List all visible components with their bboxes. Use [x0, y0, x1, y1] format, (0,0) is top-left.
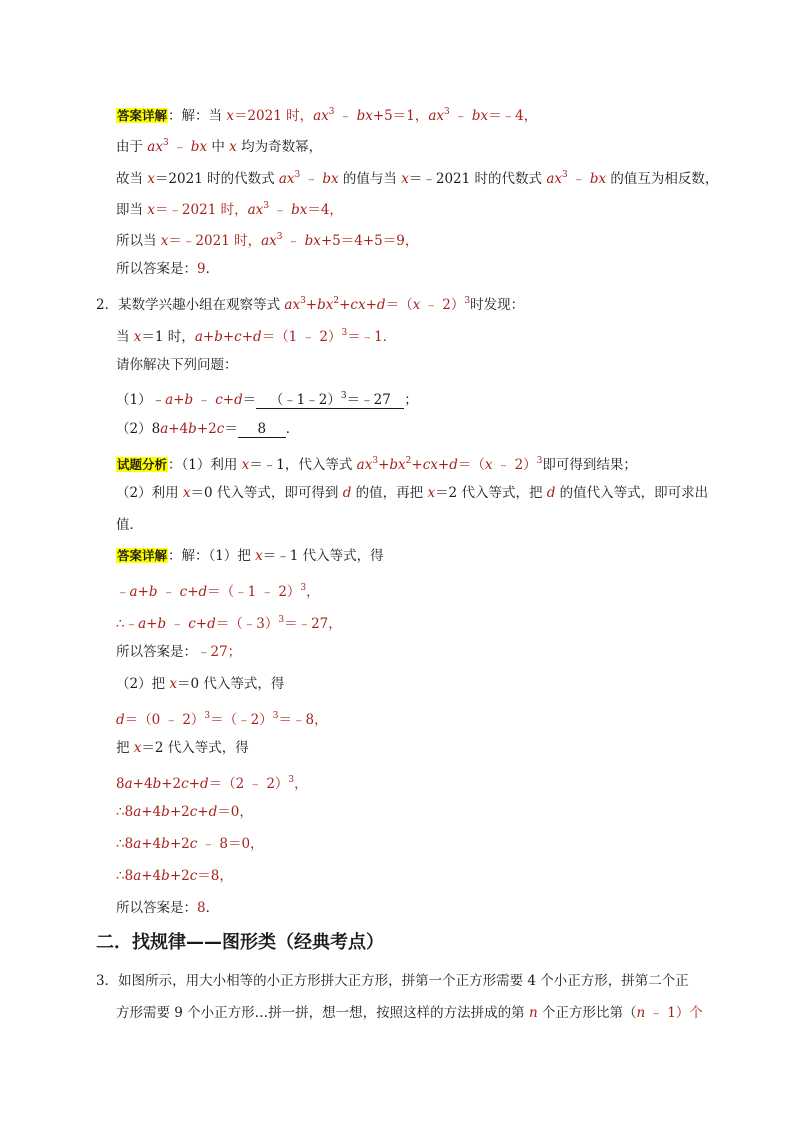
q1-answer-line-3: 故当 x＝2021 时的代数式 $ax^3$ ﹣ bx 的值与当 x＝﹣2021 时的代数式 $ax^3$ ﹣ bx 的值互为相反数， — [116, 170, 719, 187]
q2-analysis-line-1: 试题分析：（1）利用 x＝﹣1，代入等式 $ax^3+bx^2+cx+d=(x$ ﹣ 2）$^3$即可得到结果； — [117, 456, 637, 473]
q2-solution-line-10: ∴8a+4b+2c ﹣ 8＝0， — [116, 836, 264, 852]
q2-solution-line-1: 答案详解：解：（1）把 x＝﹣1 代入等式，得 — [117, 548, 384, 564]
answer-detail-tag: 答案详解 — [117, 108, 168, 123]
q2-solution-line-8: 8a+4b+2c+d＝（2 ﹣ 2）$^3$， — [116, 775, 308, 792]
q2-part-1: （1）﹣a+b ﹣ c+d＝ （﹣1﹣2）$^3$＝﹣27 ； — [116, 388, 418, 409]
q3-stem-line-1: 3．如图所示，用大小相等的小正方形拼大正方形，拼第一个正方形需要 4 个小正方形，拼第二个正 — [96, 973, 689, 989]
q2-solution-line-4: 所以答案是：﹣27； — [116, 644, 242, 660]
q1-answer-line-2: 由于 $ax^3$ ﹣ bx 中 x 均为奇数幂， — [116, 138, 323, 155]
q3-stem-line-2: 方形需要 9 个小正方形…拼一拼，想一想，按照这样的方法拼成的第 n 个正方形比第（n ﹣ 1）个 — [116, 1005, 703, 1021]
answer-detail-tag: 答案详解 — [117, 548, 168, 563]
q2-solution-line-12: 所以答案是：8． — [116, 900, 220, 916]
q2-part-2-answer: 8 — [238, 421, 286, 438]
q2-analysis-line-3: 值． — [116, 517, 143, 533]
q2-solution-line-2: ﹣a+b ﹣ c+d＝（﹣1 ﹣ 2）$^3$， — [116, 583, 320, 600]
q2-solution-line-3: ∴﹣a+b ﹣ c+d＝（﹣3）$^3$＝﹣27， — [116, 615, 342, 632]
q2-solution-line-5: （2）把 x＝0 代入等式，得 — [116, 676, 285, 692]
q1-answer-line-4: 即当 x＝﹣2021 时，$ax^3$ ﹣ bx＝4， — [116, 201, 343, 218]
q2-part-2: （2）8a+4b+2c＝ 8 ． — [116, 421, 300, 437]
q2-part-1-answer: （﹣1﹣2）$^3$＝﹣27 — [256, 388, 404, 409]
q2-solution-line-7: 把 x＝2 代入等式，得 — [116, 740, 249, 756]
q1-answer-line-5: 所以当 x＝﹣2021 时，$ax^3$ ﹣ bx+5＝4+5＝9， — [116, 232, 419, 249]
q2-solution-line-6: d＝（0 ﹣ 2）$^3$＝（﹣2）$^3$＝﹣8， — [116, 711, 328, 728]
q2-analysis-line-2: （2）利用 x＝0 代入等式，即可得到 d 的值，再把 x＝2 代入等式，把 d 的值代入等式，即可求出 — [116, 485, 709, 501]
q2-solution-line-11: ∴8a+4b+2c＝8， — [116, 868, 233, 884]
q2-condition: 当 x＝1 时，a+b+c+d＝（1 ﹣ 2）$^3$＝﹣1． — [116, 328, 397, 345]
q2-instruction: 请你解决下列问题： — [116, 357, 238, 373]
section-heading: 二．找规律——图形类（经典考点） — [96, 932, 384, 953]
q1-answer-line-6: 所以答案是：9． — [116, 261, 220, 277]
q1-answer-line-1: 答案详解：解：当 x＝2021 时，$ax^3$ ﹣ bx+5＝1，$ax^3$ ﹣ bx＝﹣4， — [117, 107, 538, 124]
q2-stem: 2．某数学兴趣小组在观察等式 $ax^3+bx^2+cx+d=(x$ ﹣ 2）$^3$时发现： — [96, 296, 525, 313]
q2-solution-line-9: ∴8a+4b+2c+d＝0， — [116, 804, 253, 820]
analysis-tag: 试题分析 — [117, 457, 168, 472]
